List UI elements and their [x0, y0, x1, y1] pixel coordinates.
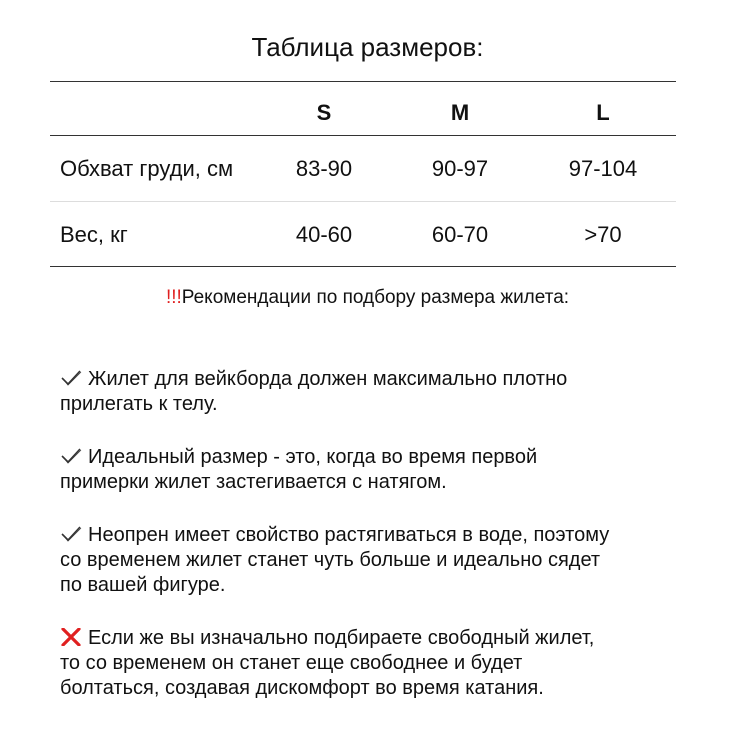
tip-line: примерки жилет застегивается с натягом.: [60, 471, 447, 493]
tip-item-1: [60, 367, 700, 417]
tip-line: Если же вы изначально подбираете свободный жилет,: [88, 627, 595, 649]
tip-item-3: [60, 523, 700, 598]
page-title: Таблица размеров:: [251, 32, 484, 62]
tip-line: со временем жилет станет чуть больше и идеально сядет: [60, 549, 601, 571]
warning-marks: !!!: [165, 287, 182, 308]
header-size-l: L: [596, 100, 610, 125]
tip-line: по вашей фигуре.: [60, 574, 226, 596]
table-cell: 40-60: [295, 222, 353, 247]
tip-item-4: [60, 626, 700, 701]
header-size-s: S: [316, 100, 332, 125]
recommendations-text: Рекомендации по подбору размера жилета:: [181, 287, 570, 308]
row-label: Обхват груди, см: [60, 156, 234, 181]
table-bottom-rule: [50, 266, 676, 267]
tip-item-2: [60, 445, 700, 495]
header-size-m: M: [450, 100, 470, 125]
check-icon: [60, 447, 82, 465]
table-cell: 83-90: [295, 156, 353, 181]
table-row: [50, 137, 676, 201]
tip-line: болтаться, создавая дискомфорт во время катания.: [60, 677, 544, 699]
tip-line: Неопрен имеет свойство растягиваться в воде, поэтому: [88, 524, 610, 546]
tip-line: прилегать к телу.: [60, 393, 218, 415]
table-cell: 90-97: [431, 156, 489, 181]
table-cell: 60-70: [431, 222, 489, 247]
row-label: Вес, кг: [60, 222, 128, 247]
tip-line: Идеальный размер - это, когда во время первой: [88, 446, 538, 468]
check-icon: [60, 369, 82, 387]
check-icon: [60, 525, 82, 543]
cross-icon: [60, 628, 82, 646]
table-header-rule: [50, 135, 676, 136]
table-row: [50, 203, 676, 267]
table-cell: >70: [584, 222, 622, 247]
table-row-divider: [50, 201, 676, 202]
table-cell: 97-104: [568, 156, 638, 181]
tip-line: Жилет для вейкборда должен максимально плотно: [88, 368, 568, 390]
recommendations-heading: [0, 287, 735, 309]
tip-line: то со временем он станет еще свободнее и будет: [60, 652, 523, 674]
